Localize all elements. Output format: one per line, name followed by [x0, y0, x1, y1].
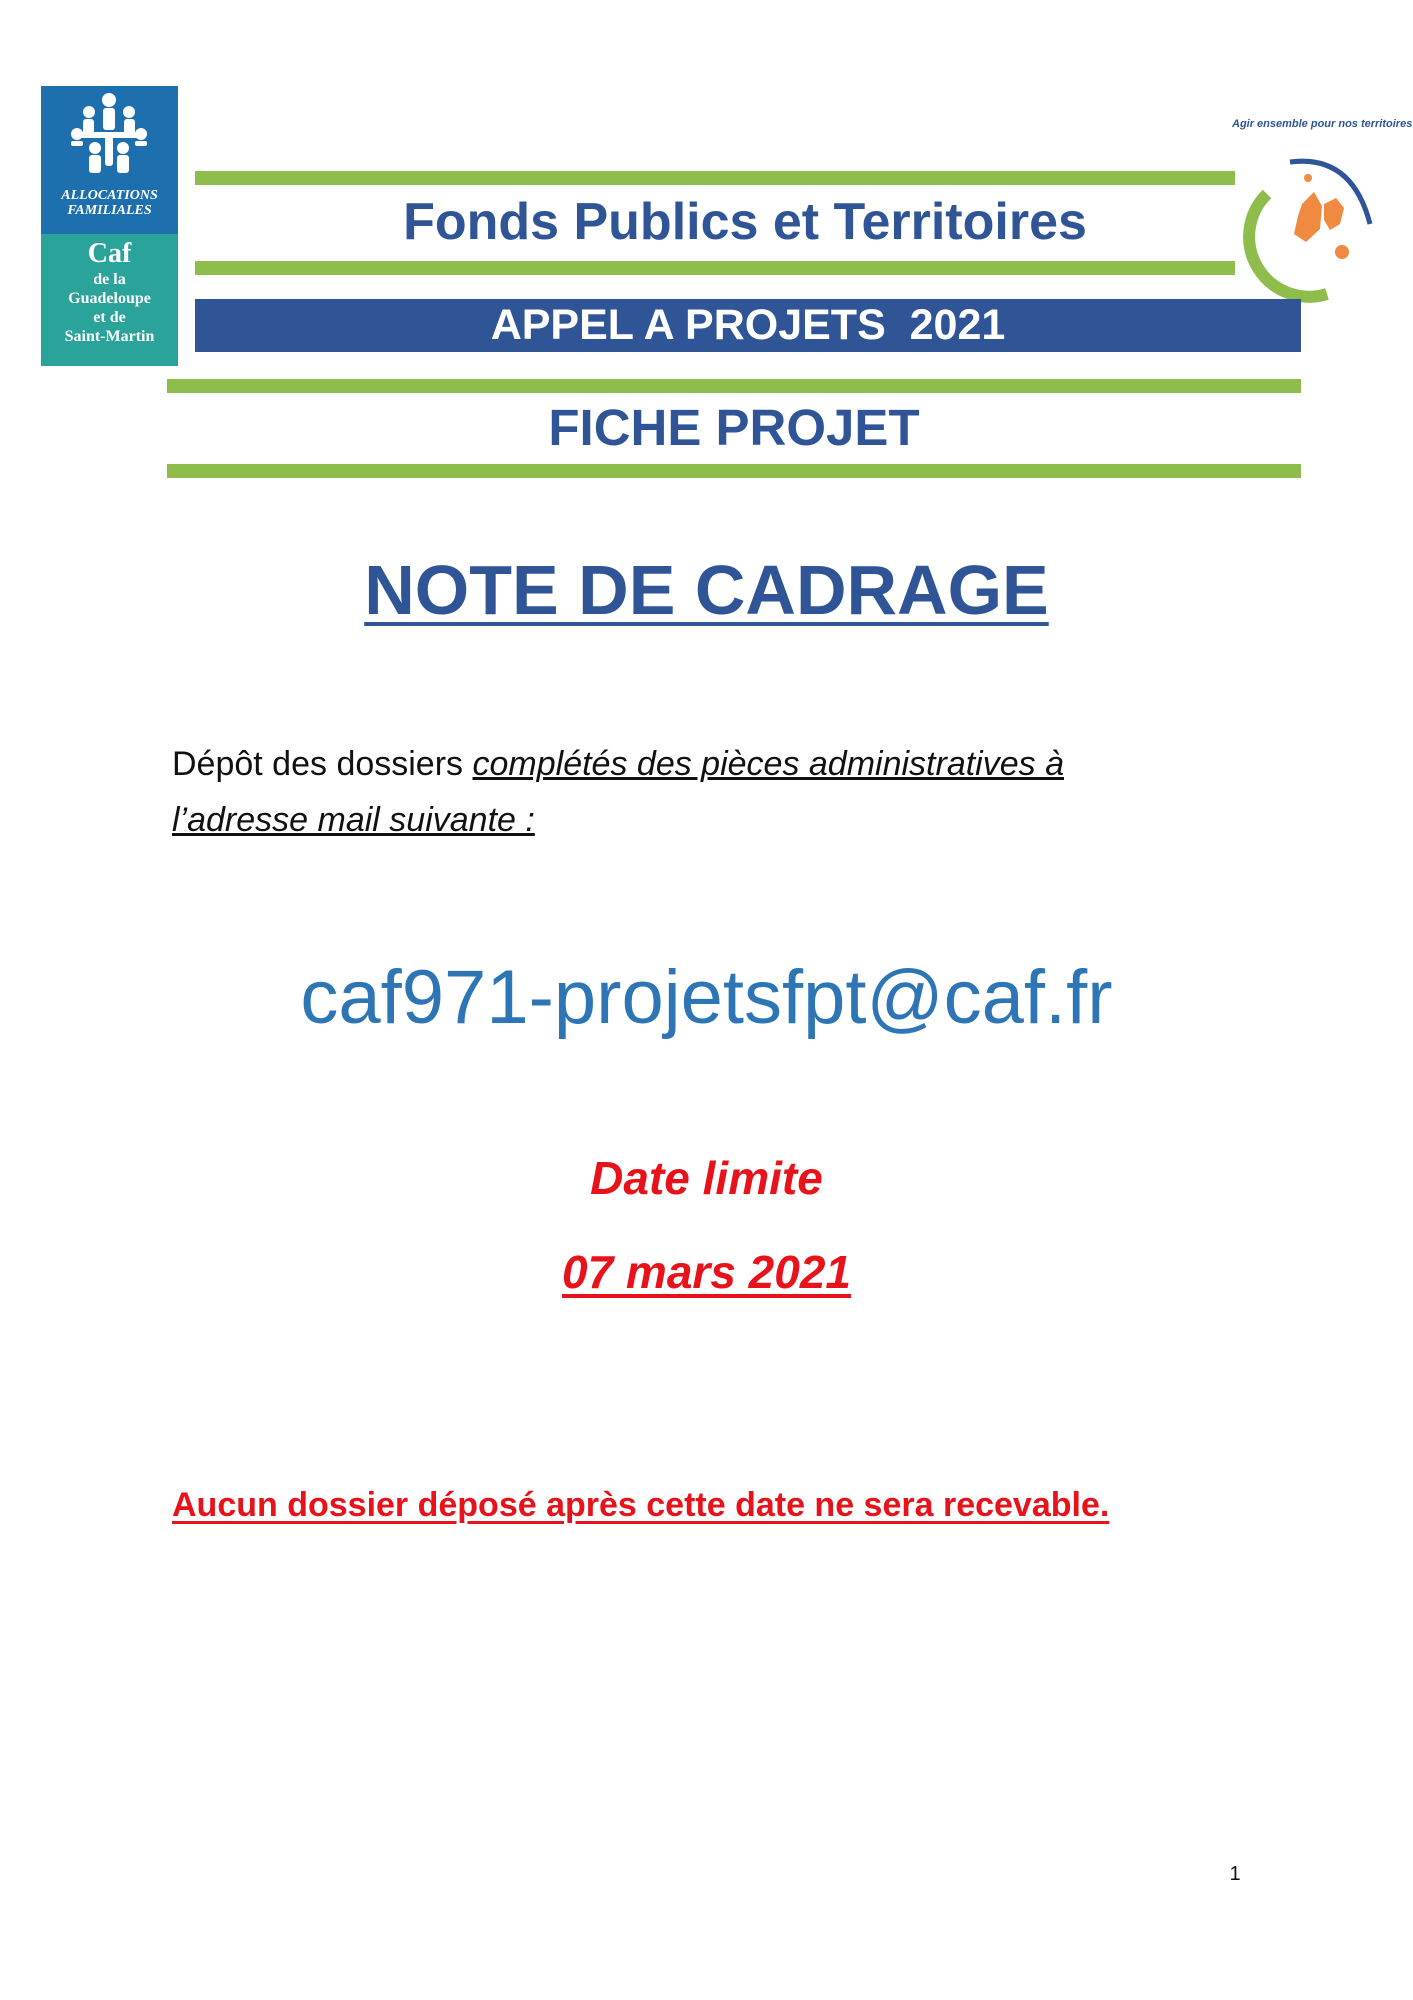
- caf-logo-alloc-text: [41, 188, 178, 218]
- submission-email[interactable]: caf971-projetsfpt@caf.fr: [300, 955, 1113, 1040]
- caf-logo-line2: FAMILIALES: [67, 203, 152, 218]
- depot-plain-text: Dépôt des dossiers: [172, 745, 473, 783]
- caf-logo-brand: Caf: [87, 238, 132, 269]
- depot-emphasis-line1: complétés des pièces administratives à: [472, 745, 1064, 783]
- deadline-label: Date limite: [590, 1152, 823, 1204]
- caf-logo-region: [41, 270, 178, 346]
- page-number: 1: [1229, 1863, 1241, 1885]
- green-rule-under-title: [195, 261, 1235, 275]
- depot-paragraph: [172, 736, 1252, 848]
- note-title: NOTE DE CADRAGE: [364, 551, 1049, 629]
- green-rule-below-fiche: [167, 464, 1301, 478]
- deadline-date: 07 mars 2021: [561, 1246, 852, 1298]
- caf-logo-region-line: de la: [93, 271, 126, 288]
- family-figures-icon: [69, 92, 149, 184]
- fiche-projet-title: FICHE PROJET: [548, 399, 920, 456]
- late-submission-warning: Aucun dossier déposé après cette date ne sera recevable.: [172, 1486, 1110, 1524]
- caf-logo-region-line: Saint-Martin: [64, 328, 155, 345]
- fpt-logo-tagline: Agir ensemble pour nos territoires: [1232, 118, 1413, 130]
- caf-logo-line1: ALLOCATIONS: [61, 188, 158, 203]
- caf-logo: [41, 86, 178, 366]
- caf-logo-region-line: et de: [93, 309, 126, 326]
- appel-banner-text: APPEL A PROJETS 2021: [490, 301, 1006, 349]
- header-title: Fonds Publics et Territoires: [403, 193, 1087, 251]
- caf-logo-region-line: Guadeloupe: [68, 290, 151, 307]
- green-rule-top: [195, 171, 1235, 185]
- green-rule-above-fiche: [167, 379, 1301, 393]
- depot-emphasis-line2: l’adresse mail suivante :: [172, 801, 535, 839]
